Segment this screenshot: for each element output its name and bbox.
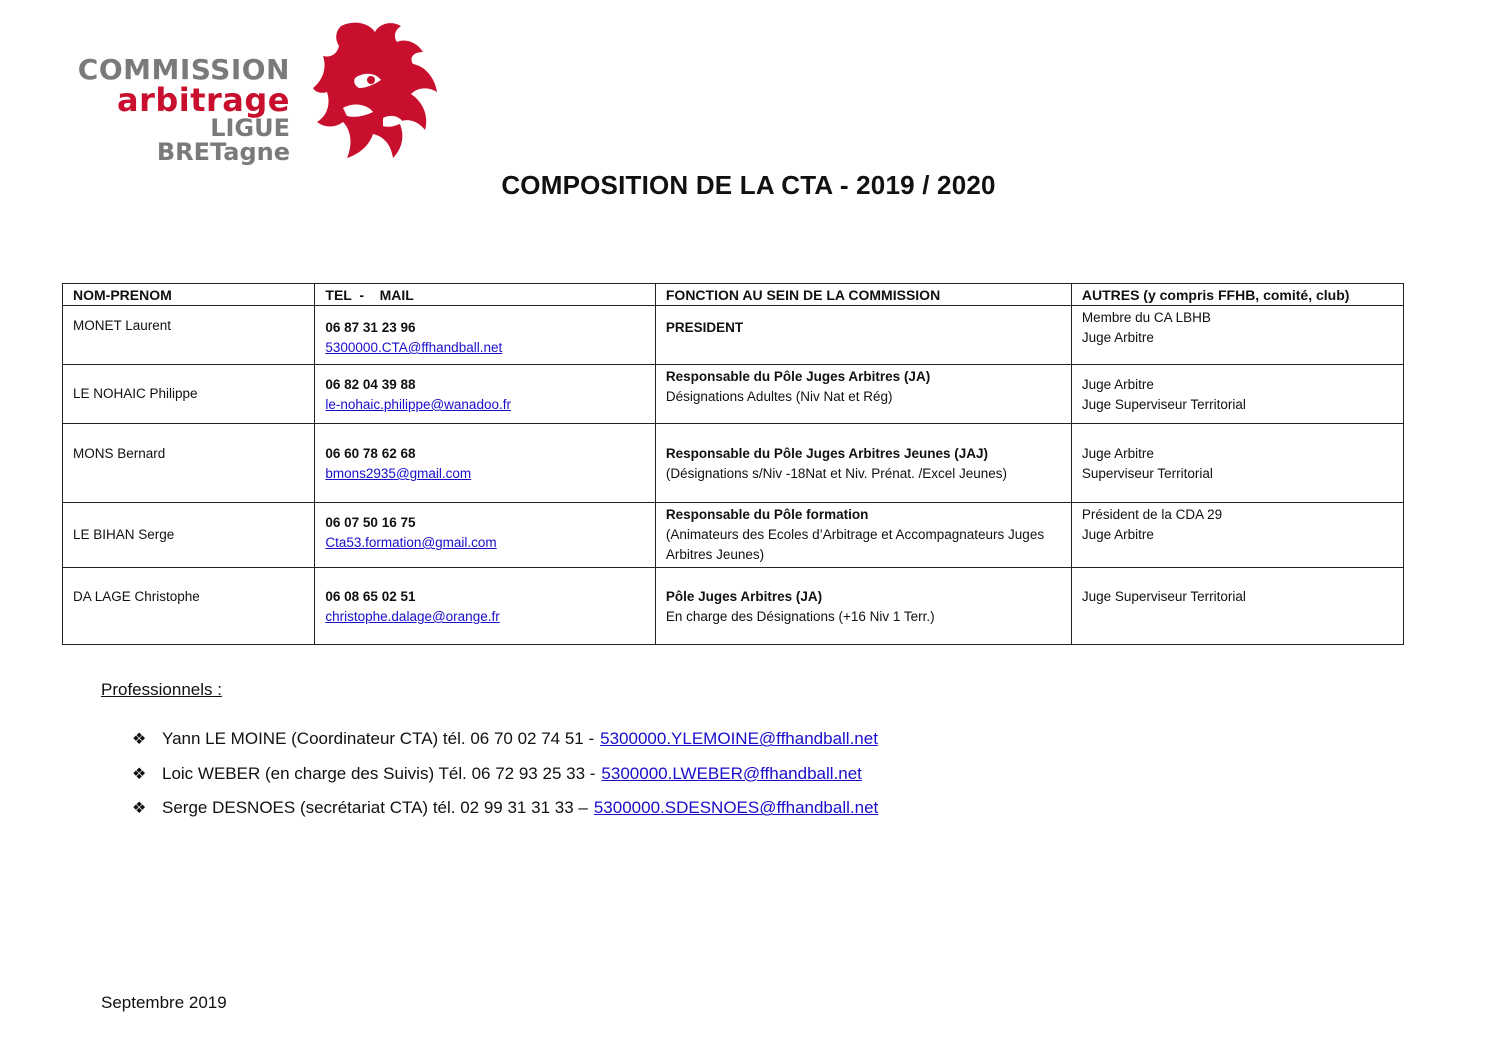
header-fonction: FONCTION AU SEIN DE LA COMMISSION xyxy=(655,284,1071,306)
autres-line: Superviseur Territorial xyxy=(1081,466,1213,481)
header-autres: AUTRES (y compris FFHB, comité, club) xyxy=(1071,284,1403,306)
member-name-text: LE NOHAIC Philippe xyxy=(73,386,198,401)
header-nom: NOM-PRENOM xyxy=(63,284,315,306)
professionnels-label: Professionnels : xyxy=(101,680,222,699)
member-contact xyxy=(315,568,655,645)
fonction-title: Pôle Juges Arbitres (JA) xyxy=(665,589,823,604)
member-fonction xyxy=(655,306,1071,365)
member-contact xyxy=(315,365,655,424)
table-row xyxy=(63,503,1404,568)
table-row xyxy=(63,306,1404,365)
fonction-title: Responsable du Pôle formation xyxy=(665,507,869,522)
logo-line-bretagne: BRETagne xyxy=(156,138,290,166)
pro-text: Loic WEBER (en charge des Suivis) Tél. 06 72 93 25 33 - xyxy=(162,763,596,783)
diamond-bullet-icon: ❖ xyxy=(132,731,147,749)
logo-text xyxy=(48,53,290,166)
list-item xyxy=(132,722,878,757)
member-tel: 06 87 31 23 96 xyxy=(325,320,416,335)
fonction-detail: (Désignations s/Niv -18Nat et Niv. Prénat. /Excel Jeunes) xyxy=(665,466,1008,481)
logo-line-arbitrage: arbitrage xyxy=(116,81,290,119)
member-contact xyxy=(315,503,655,568)
autres-line: Membre du CA LBHB xyxy=(1081,310,1211,325)
member-name xyxy=(63,306,315,365)
logo-line-ligue: LIGUE xyxy=(210,114,290,142)
member-contact xyxy=(315,306,655,365)
member-tel: 06 07 50 16 75 xyxy=(325,515,416,530)
member-fonction xyxy=(655,365,1071,424)
member-email-link[interactable]: le-nohaic.philippe@wanadoo.fr xyxy=(325,397,511,412)
autres-line: Juge Arbitre xyxy=(1081,330,1154,345)
table-row xyxy=(63,365,1404,424)
fonction-title: Responsable du Pôle Juges Arbitres Jeunes (JAJ) xyxy=(665,446,988,461)
member-fonction xyxy=(655,568,1071,645)
footer-date: Septembre 2019 xyxy=(101,993,227,1012)
member-name-text: MONS Bernard xyxy=(73,446,166,461)
fonction-title: Responsable du Pôle Juges Arbitres (JA) xyxy=(665,369,931,384)
page-title xyxy=(0,170,1497,201)
member-name xyxy=(63,365,315,424)
member-tel: 06 82 04 39 88 xyxy=(325,377,416,392)
table-row xyxy=(63,568,1404,645)
autres-line: Juge Arbitre xyxy=(1081,377,1154,392)
fonction-title: PRESIDENT xyxy=(665,320,744,335)
pro-email-link[interactable]: 5300000.LWEBER@ffhandball.net xyxy=(601,763,862,783)
diamond-bullet-icon: ❖ xyxy=(132,800,147,818)
member-email-link[interactable]: bmons2935@gmail.com xyxy=(325,466,472,481)
pro-email-link[interactable]: 5300000.YLEMOINE@ffhandball.net xyxy=(600,729,878,749)
member-name-text: LE BIHAN Serge xyxy=(73,527,175,542)
member-email-link[interactable]: Cta53.formation@gmail.com xyxy=(325,535,497,550)
autres-line: Juge Arbitre xyxy=(1081,446,1154,461)
logo-line-commission: COMMISSION xyxy=(77,53,290,86)
autres-line: Juge Superviseur Territorial xyxy=(1081,397,1246,412)
professionnels-list xyxy=(132,722,878,826)
member-name-text: MONET Laurent xyxy=(73,318,172,333)
member-name-text: DA LAGE Christophe xyxy=(73,589,200,604)
diamond-bullet-icon: ❖ xyxy=(132,765,147,783)
member-autres xyxy=(1071,424,1403,503)
fonction-detail: Désignations Adultes (Niv Nat et Rég) xyxy=(665,389,893,404)
pro-email-link[interactable]: 5300000.SDESNOES@ffhandball.net xyxy=(593,798,879,818)
member-name xyxy=(63,503,315,568)
member-fonction xyxy=(655,503,1071,568)
pro-text: Serge DESNOES (secrétariat CTA) tél. 02 99 31 31 33 – xyxy=(162,798,588,818)
list-item xyxy=(132,757,878,792)
member-contact xyxy=(315,424,655,503)
rooster-icon xyxy=(313,18,448,163)
member-fonction xyxy=(655,424,1071,503)
member-email-link[interactable]: 5300000.CTA@ffhandball.net xyxy=(325,340,503,355)
member-name xyxy=(63,424,315,503)
autres-line: Président de la CDA 29 xyxy=(1081,507,1223,522)
cta-table xyxy=(62,283,1404,645)
table-row xyxy=(63,424,1404,503)
member-name xyxy=(63,568,315,645)
fonction-detail: (Animateurs des Ecoles d’Arbitrage et Accompagnateurs Juges Arbitres Jeunes) xyxy=(665,527,1045,562)
autres-line: Juge Superviseur Territorial xyxy=(1081,589,1246,604)
table-header-row xyxy=(63,284,1404,306)
member-autres xyxy=(1071,568,1403,645)
logo xyxy=(48,18,448,168)
header-tel-mail-text: TEL - MAIL xyxy=(325,287,414,303)
fonction-detail: En charge des Désignations (+16 Niv 1 Terr.) xyxy=(665,609,935,624)
member-email-link[interactable]: christophe.dalage@orange.fr xyxy=(325,609,500,624)
member-autres xyxy=(1071,503,1403,568)
autres-line: Juge Arbitre xyxy=(1081,527,1154,542)
page-title-text: COMPOSITION DE LA CTA - 2019 / 2020 xyxy=(501,170,996,200)
member-autres xyxy=(1071,306,1403,365)
list-item xyxy=(132,791,878,826)
pro-text: Yann LE MOINE (Coordinateur CTA) tél. 06 70 02 74 51 - xyxy=(162,729,595,749)
member-tel: 06 08 65 02 51 xyxy=(325,589,416,604)
header-tel-mail xyxy=(315,284,655,306)
member-tel: 06 60 78 62 68 xyxy=(325,446,416,461)
member-autres xyxy=(1071,365,1403,424)
